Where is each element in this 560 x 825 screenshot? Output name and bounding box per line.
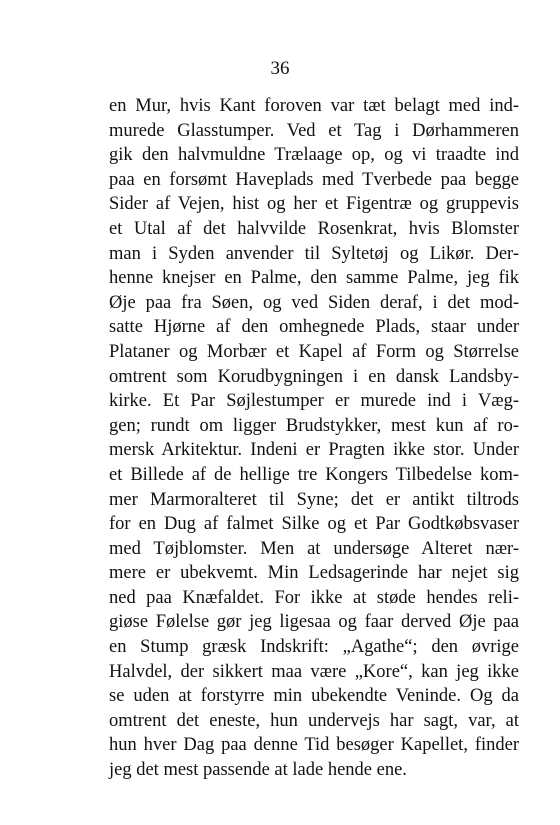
text-line: giøse Følelse gør jeg ligesaa og faar derved Øje paa [109,612,519,633]
text-line: kirke. Et Par Søjlestumper er murede ind i Væg- [109,391,519,412]
text-line: Øje paa fra Søen, og ved Siden deraf, i det mod- [109,292,519,313]
text-line: omtrent som Korudbygningen i en dansk Landsby- [109,366,519,387]
text-line: omtrent det eneste, hun undervejs har sagt, var, at [109,710,519,731]
text-line: et Billede af de hellige tre Kongers Tilbedelse kom- [109,464,519,485]
text-line: gik den halvmuldne Trælaage op, og vi traadte ind [109,145,519,166]
text-line: Plataner og Morbær et Kapel af Form og Størrelse [109,341,519,362]
text-line: en Mur, hvis Kant foroven var tæt belagt med ind- [109,96,519,116]
text-line: ned paa Knæfaldet. For ikke at støde hendes reli- [109,587,519,608]
text-line: mer Marmoralteret til Syne; det er antikt tiltrods [109,489,519,510]
text-line: murede Glasstumper. Ved et Tag i Dørhammeren [109,120,519,141]
text-line: man i Syden anvender til Syltetøj og Likør. Der- [109,243,519,264]
text-line: henne knejser en Palme, den samme Palme, jeg fik [109,268,519,289]
text-line: gen; rundt om ligger Brudstykker, mest kun af ro- [109,415,519,436]
text-line: for en Dug af falmet Silke og et Par Godtkøbsvaser [109,514,519,535]
body-text [109,94,519,783]
text-line: se uden at forstyrre min ubekendte Veninde. Og da [109,686,519,707]
text-line: jeg det mest passende at lade hende ene. [109,760,407,781]
text-line: et Utal af det halvvilde Rosenkrat, hvis Blomster [109,218,519,239]
page-number: 36 [270,58,290,79]
text-line: mersk Arkitektur. Indeni er Pragten ikke stor. Under [109,440,519,461]
text-line: en Stump græsk Indskrift: „Agathe“; den øvrige [109,637,519,658]
text-line: mere er ubekvemt. Min Ledsagerinde har nejet sig [109,563,519,584]
text-line: satte Hjørne af den omhegnede Plads, staar under [109,317,519,338]
text-line: med Tøjblomster. Men at undersøge Alteret nær- [109,538,519,559]
text-line: hun hver Dag paa denne Tid besøger Kapellet, finder [109,735,519,756]
text-line: paa en forsømt Haveplads med Tverbede paa begge [109,169,519,190]
text-line: Halvdel, der sikkert maa være „Kore“, kan jeg ikke [109,661,519,682]
text-line: Sider af Vejen, hist og her et Figentræ og gruppevis [109,194,519,215]
